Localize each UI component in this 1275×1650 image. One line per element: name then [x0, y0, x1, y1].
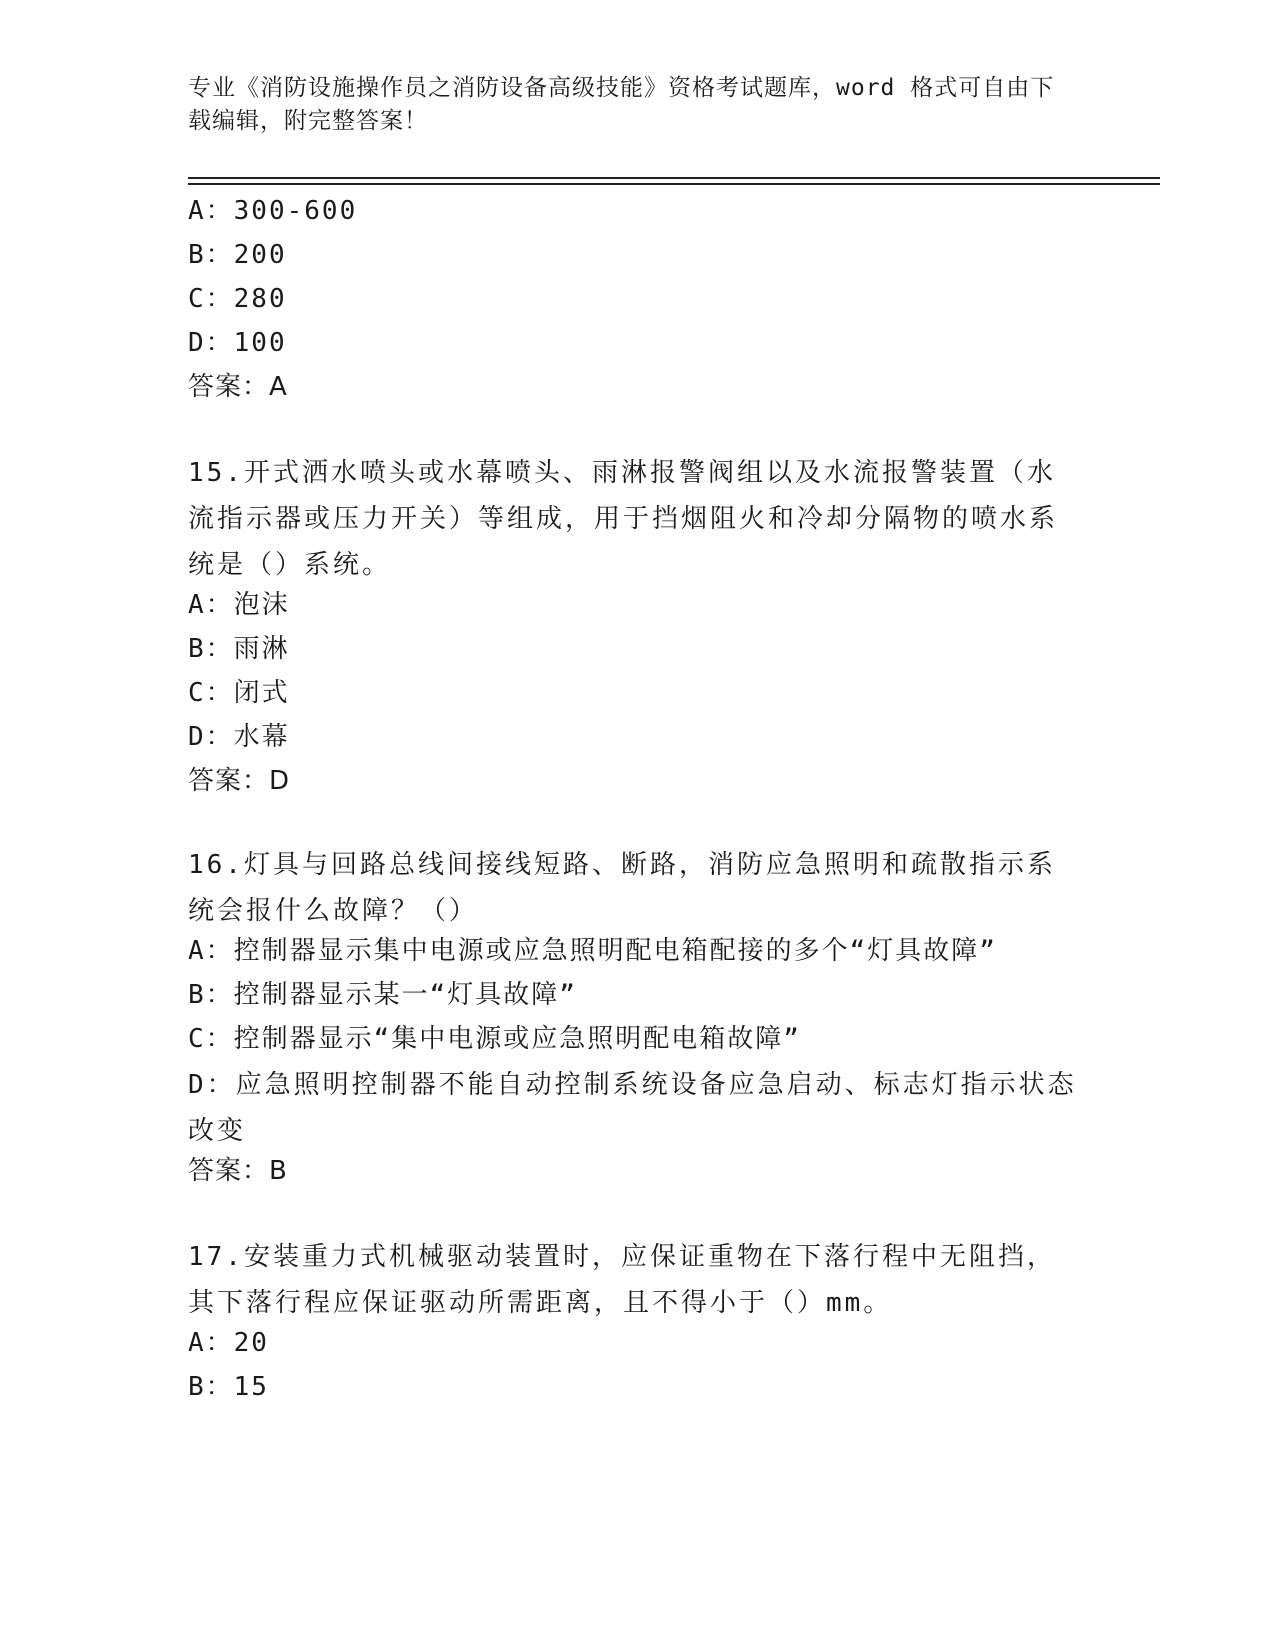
answer: 答案：D: [188, 766, 291, 796]
option-a: A：300-600: [188, 196, 358, 226]
option-c: C：280: [188, 284, 287, 314]
question-text: 17.安装重力式机械驱动装置时，应保证重物在下落行程中无阻挡，其下落行程应保证驱动所需距离，且不得小于（）mm。: [188, 1242, 1056, 1318]
option-a: A：控制器显示集中电源或应急照明配电箱配接的多个“灯具故障”: [188, 936, 997, 966]
option-c: C：控制器显示“集中电源或应急照明配电箱故障”: [188, 1024, 801, 1054]
option-b: B：雨淋: [188, 634, 290, 664]
question-text: 16.灯具与回路总线间接线短路、断路，消防应急照明和疏散指示系统会报什么故障？（）: [188, 850, 1056, 926]
option-b: B：200: [188, 240, 287, 270]
document-header: 专业《消防设施操作员之消防设备高级技能》资格考试题库，word 格式可自由下载编辑，附完整答案！: [188, 75, 1055, 134]
option-d: D：100: [188, 328, 287, 358]
option-d: D：应急照明控制器不能自动控制系统设备应急启动、标志灯指示状态改变: [188, 1070, 1077, 1146]
option-b: B：控制器显示某一“灯具故障”: [188, 980, 577, 1010]
option-d: D：水幕: [188, 722, 290, 752]
answer: 答案：B: [188, 1156, 288, 1186]
option-a: A：20: [188, 1328, 269, 1358]
header-divider-bottom: [188, 183, 1160, 185]
header-divider-top: [188, 177, 1160, 179]
option-a: A：泡沫: [188, 590, 290, 620]
answer: 答案：A: [188, 372, 288, 402]
option-c: C：闭式: [188, 678, 290, 708]
option-b: B：15: [188, 1372, 269, 1402]
question-text: 15.开式洒水喷头或水幕喷头、雨淋报警阀组以及水流报警装置（水流指示器或压力开关）等组成，用于挡烟阻火和冷却分隔物的喷水系统是（）系统。: [188, 458, 1059, 580]
